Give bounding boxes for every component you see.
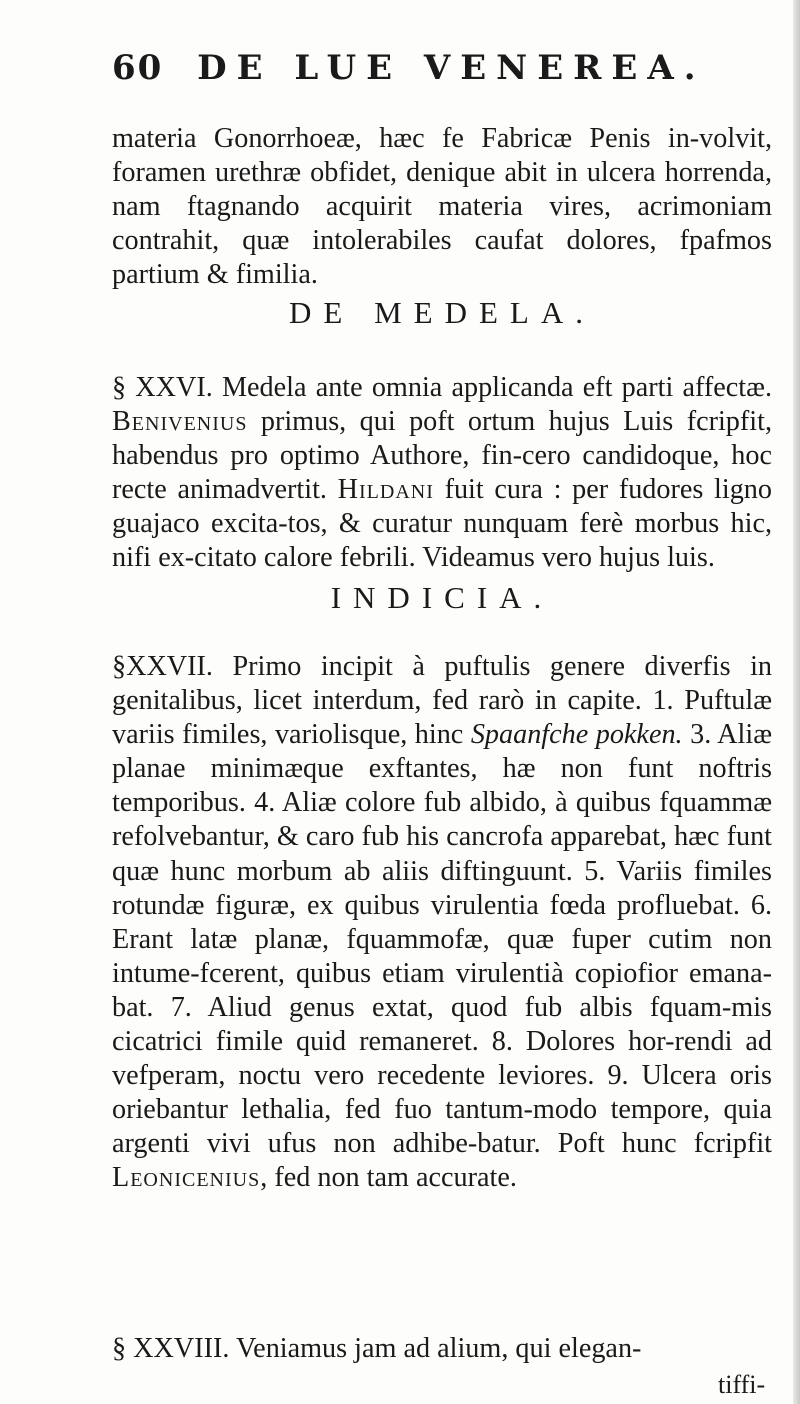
page-number: 60 (112, 48, 164, 88)
running-header (112, 48, 772, 92)
paragraph-27-text-3: , fed non tam accurate. (260, 1162, 517, 1194)
paragraph-27 (112, 650, 772, 1196)
page-edge-shadow (793, 0, 800, 1404)
author-name-hildani: Hildani (337, 474, 434, 506)
author-name-leonicenius: Leonicenius (112, 1162, 261, 1194)
paragraph-intro: materia Gonorrhoeæ, hæc fe Fabricæ Penis in-volvit, foramen urethræ obfidet, denique abit in ulcera horrenda, nam ftagnando acquirit materia vires, acrimoniam contrahit, quæ intolerabiles caufat dolores, fpafmos partium & fimilia. (112, 123, 772, 291)
paragraph-27-text-2: 3. Aliæ planae minimæque exftantes, hæ non funt noftris temporibus. 4. Aliæ colore fub albido, à quibus fquammæ refolvebantur, & caro fub his cancrofa apparebat, hæc funt quæ hunc morbum ab aliis diftinguunt. 5. Variis fimiles rotundæ figuræ, ex quibus virulentia fœda profluebat. 6. Erant latæ planæ, fquammofæ, quæ fuper cutim non intume-fcerent, quibus etiam virulentià copiofior emana-bat. 7. Aliud genus extat, quod fub albis fquam-mis cicatrici fimile quid remaneret. 8. Dolores hor-rendi ad vefperam, noctu vero recedente leviores. 9. Ulcera oris oriebantur lethalia, fed fuo tantum-modo tempore, quia argenti vivi ufus non adhibe-batur. Poft hunc fcripfit (112, 719, 773, 1160)
author-name-benivenius: Benivenius (112, 406, 248, 438)
paragraph-28: § XXVIII. Veniamus jam ad alium, qui elegan- (112, 1333, 642, 1364)
paragraph-26 (112, 371, 772, 576)
paragraph-26-text-3: fuit cura : per fudores ligno guajaco excita-tos, & curatur nunquam ferè morbus hic, nifi ex-citato calore febrili. Videamus vero hujus luis. (112, 474, 772, 574)
running-title: DE LUE VENEREA. (197, 48, 706, 88)
paragraph-27-text-1: §XXVII. Primo incipit à puftulis genere diverfis in genitalibus, licet interdum, fed rarò in capite. 1. Puftulæ variis fimiles, variolisque, hinc (112, 651, 772, 751)
paragraph-26-text-1: § XXVI. Medela ante omnia applicanda eft parti affectæ. (112, 372, 772, 403)
paragraph-26-text-2: primus, qui poft ortum hujus Luis fcripfit, habendus pro optimo Authore, fin-cero candidoque, hoc recte animadvertit. (112, 406, 772, 506)
section-heading-indicia: INDICIA. (330, 580, 554, 615)
section-heading-medela: DE MEDELA. (289, 295, 595, 330)
catchword: tiffi- (718, 1370, 766, 1399)
term-spaanfche-pokken: Spaanfche pokken. (470, 719, 683, 751)
